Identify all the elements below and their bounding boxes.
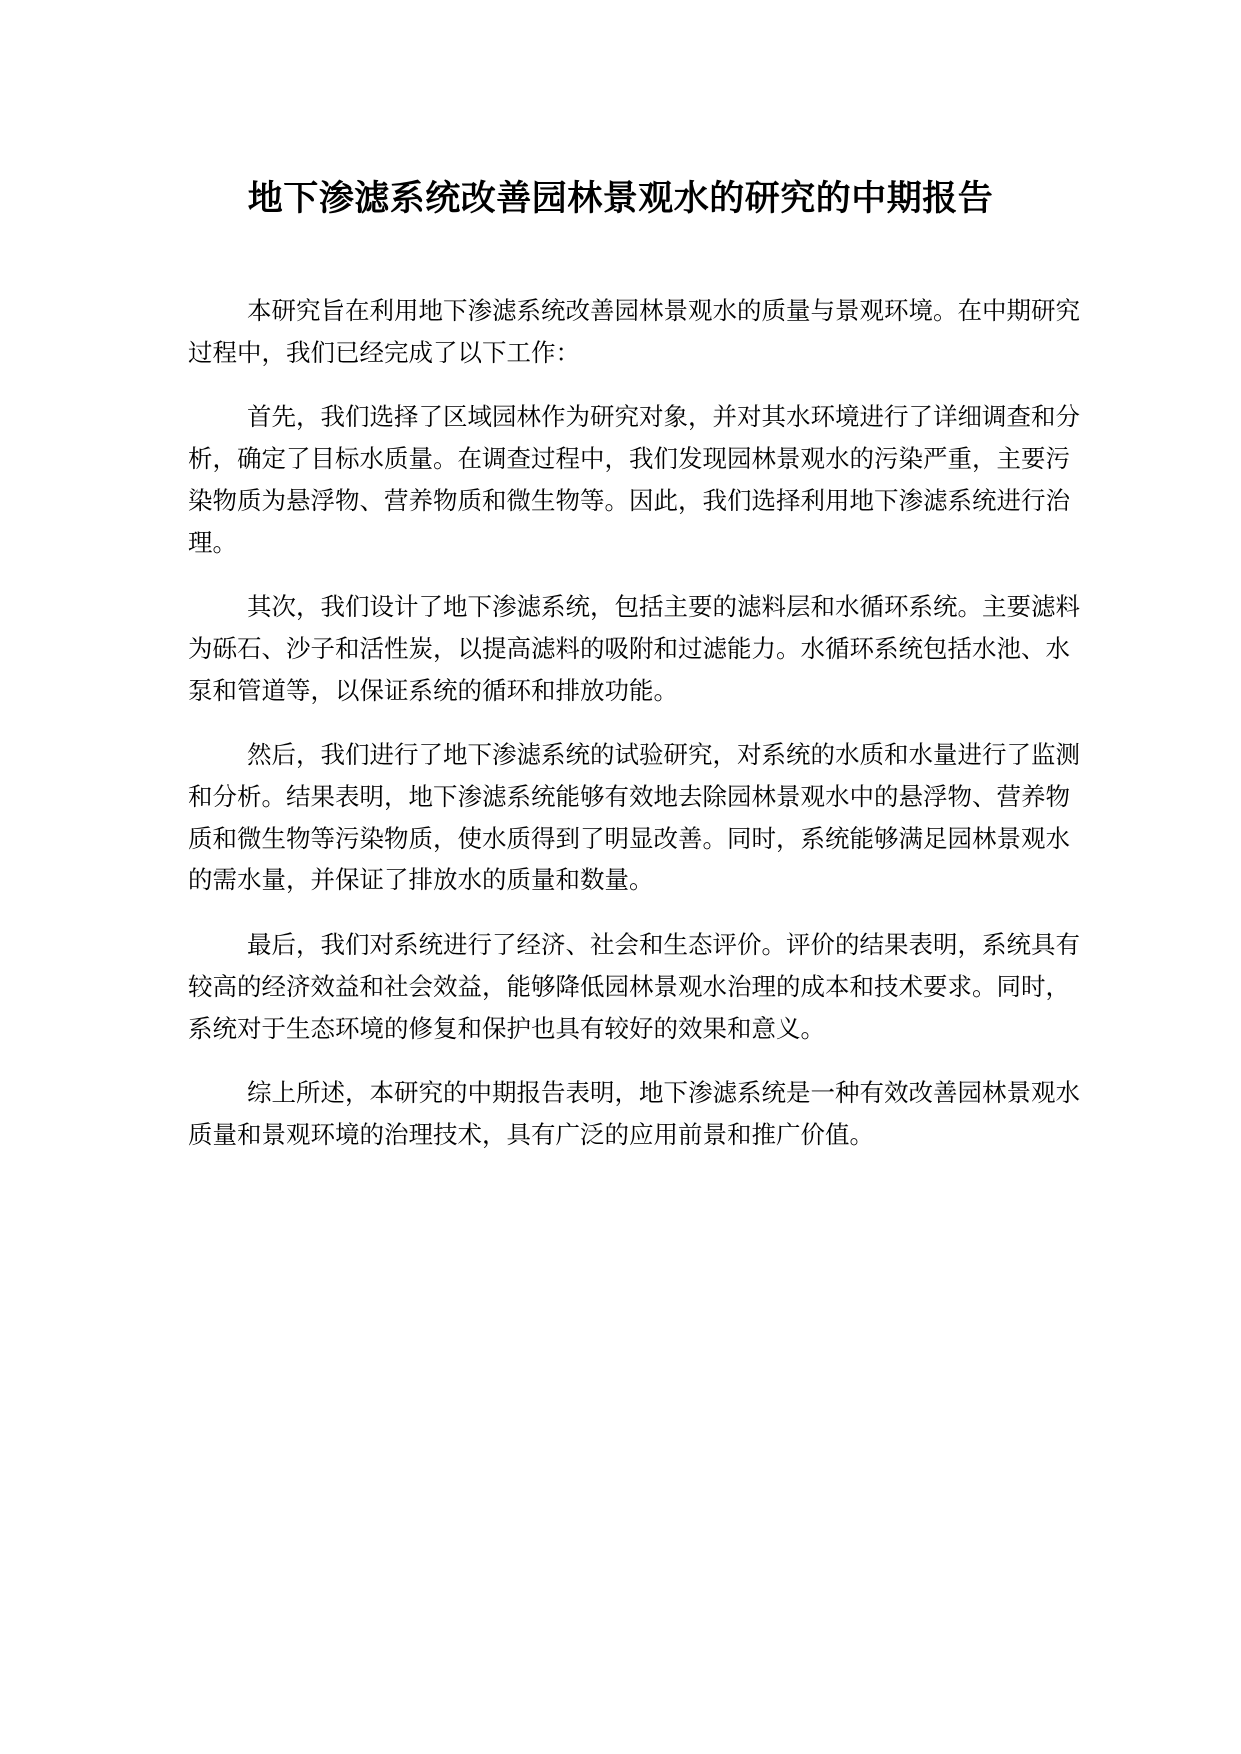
paragraph-finally: 最后，我们对系统进行了经济、社会和生态评价。评价的结果表明，系统具有较高的经济效益和社会效益，能够降低园林景观水治理的成本和技术要求。同时，系统对于生态环境的修复和保护也具有较好的效果和意义。	[188, 930, 1080, 1043]
document-body	[188, 290, 1080, 1179]
document-title: 地下渗滤系统改善园林景观水的研究的中期报告	[247, 179, 994, 219]
paragraph-intro: 本研究旨在利用地下渗滤系统改善园林景观水的质量与景观环境。在中期研究过程中，我们已经完成了以下工作：	[188, 296, 1080, 367]
paragraph-conclusion: 综上所述，本研究的中期报告表明，地下渗滤系统是一种有效改善园林景观水质量和景观环境的治理技术，具有广泛的应用前景和推广价值。	[188, 1078, 1080, 1149]
paragraph-then: 然后，我们进行了地下渗滤系统的试验研究，对系统的水质和水量进行了监测和分析。结果表明，地下渗滤系统能够有效地去除园林景观水中的悬浮物、营养物质和微生物等污染物质，使水质得到了明显改善。同时，系统能够满足园林景观水的需水量，并保证了排放水的质量和数量。	[188, 740, 1080, 895]
paragraph-second: 其次，我们设计了地下渗滤系统，包括主要的滤料层和水循环系统。主要滤料为砾石、沙子和活性炭，以提高滤料的吸附和过滤能力。水循环系统包括水池、水泵和管道等，以保证系统的循环和排放功能。	[188, 592, 1080, 705]
paragraph-first: 首先，我们选择了区域园林作为研究对象，并对其水环境进行了详细调查和分析，确定了目标水质量。在调查过程中，我们发现园林景观水的污染严重，主要污染物质为悬浮物、营养物质和微生物等。因此，我们选择利用地下渗滤系统进行治理。	[188, 402, 1080, 557]
